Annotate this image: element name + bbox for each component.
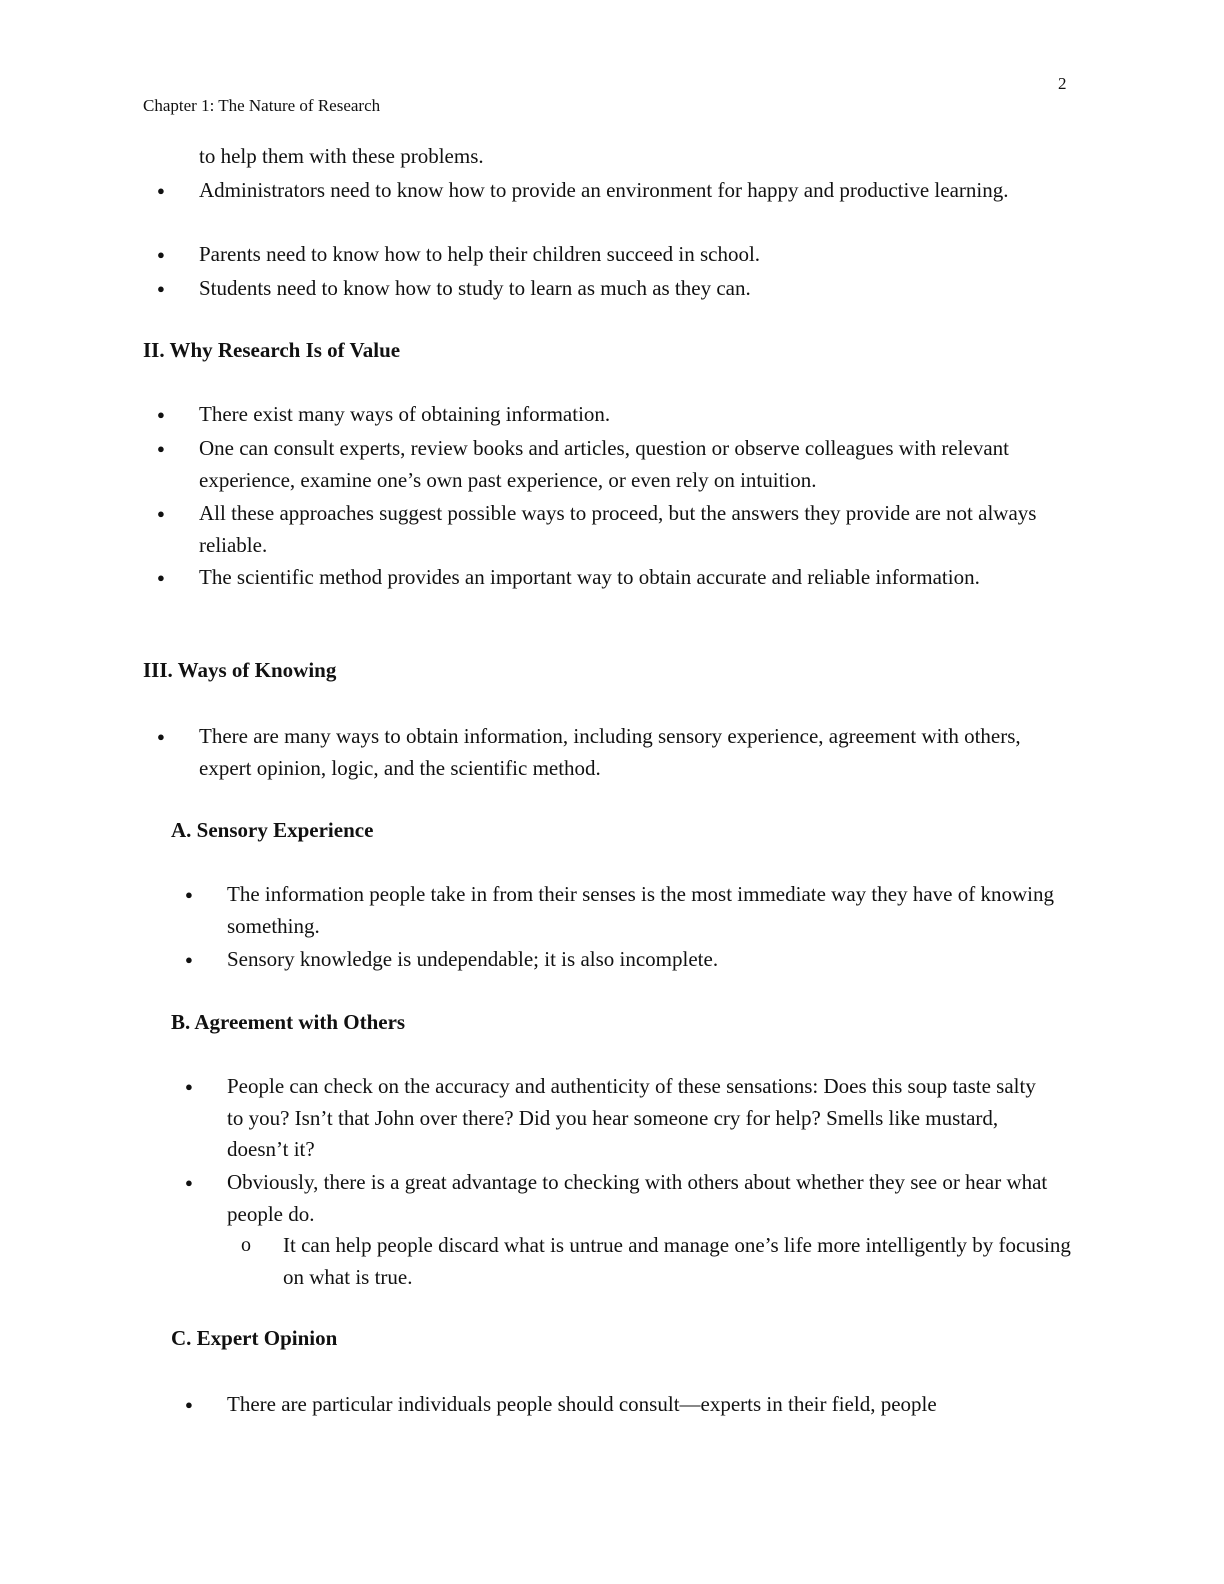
continuation-text: to help them with these problems. <box>199 144 484 168</box>
list-item: The information people take in from their senses is the most immediate way they have of knowing something. <box>227 882 1054 938</box>
list-item: There exist many ways of obtaining information. <box>199 402 611 426</box>
bullet-icon: ● <box>157 407 165 422</box>
list-item: Sensory knowledge is undependable; it is also incomplete. <box>227 947 719 971</box>
list-item: Students need to know how to study to learn as much as they can. <box>199 276 751 300</box>
subsection-heading: C. Expert Opinion <box>171 1326 338 1350</box>
bullet-icon: ● <box>185 1175 193 1190</box>
bullet-icon: ● <box>185 952 193 967</box>
section-heading: II. Why Research Is of Value <box>143 338 401 362</box>
sub-bullet-icon: o <box>241 1234 251 1256</box>
bullet-icon: ● <box>185 887 193 902</box>
bullet-icon: ● <box>157 506 165 521</box>
bullet-icon: ● <box>185 1397 193 1412</box>
running-head: Chapter 1: The Nature of Research <box>143 96 381 115</box>
bullet-icon: ● <box>157 247 165 262</box>
section-heading: III. Ways of Knowing <box>143 658 337 682</box>
list-item: Obviously, there is a great advantage to checking with others about whether they see or hear what people do. <box>227 1170 1048 1226</box>
list-item: Administrators need to know how to provide an environment for happy and productive learning. <box>199 178 1009 202</box>
bullet-icon: ● <box>157 570 165 585</box>
page-number: 2 <box>1058 74 1067 93</box>
sub-list-item: It can help people discard what is untrue and manage one’s life more intelligently by focusing on what is true. <box>283 1233 1071 1289</box>
list-item: People can check on the accuracy and authenticity of these sensations: Does this soup taste salty to you? Isn’t that John over there? Did you hear someone cry for help? Smells like mustard, doesn’t it? <box>227 1074 1036 1161</box>
bullet-icon: ● <box>157 441 165 456</box>
subsection-heading: B. Agreement with Others <box>171 1010 406 1034</box>
list-item: There are particular individuals people should consult—experts in their field, people <box>227 1392 937 1416</box>
subsection-heading: A. Sensory Experience <box>171 818 374 842</box>
bullet-icon: ● <box>185 1079 193 1094</box>
list-item: Parents need to know how to help their children succeed in school. <box>199 242 761 266</box>
bullet-icon: ● <box>157 729 165 744</box>
list-item: All these approaches suggest possible ways to proceed, but the answers they provide are not always reliable. <box>199 501 1037 557</box>
list-item: There are many ways to obtain information, including sensory experience, agreement with others, expert opinion, logic, and the scientific method. <box>199 724 1021 780</box>
bullet-icon: ● <box>157 183 165 198</box>
bullet-icon: ● <box>157 281 165 296</box>
list-item: The scientific method provides an important way to obtain accurate and reliable information. <box>199 565 980 589</box>
list-item: One can consult experts, review books and articles, question or observe colleagues with relevant experience, examine one’s own past experience, or even rely on intuition. <box>199 436 1009 492</box>
